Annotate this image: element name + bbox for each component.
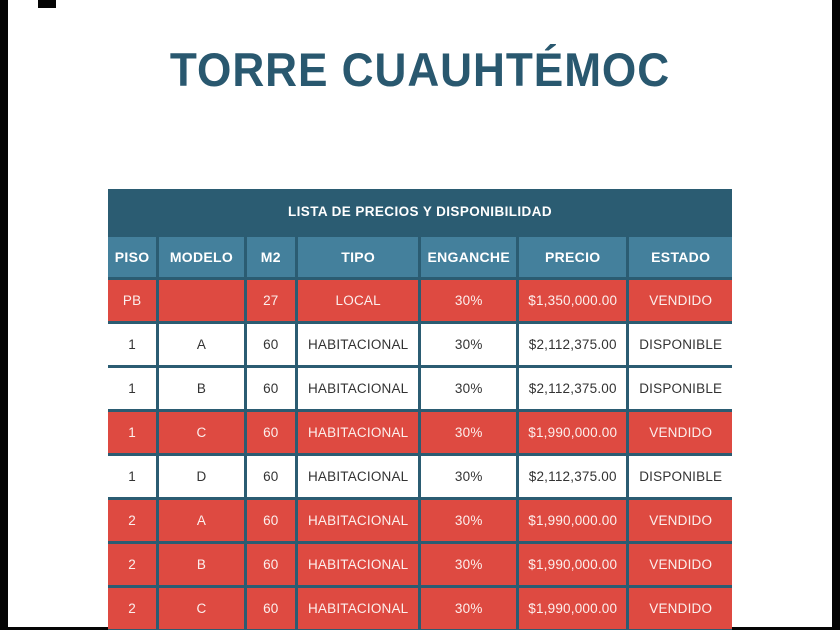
table-cell: HABITACIONAL: [298, 500, 419, 541]
table-cell: C: [159, 412, 243, 453]
table-cell: $1,990,000.00: [519, 412, 627, 453]
table-cell: HABITACIONAL: [298, 456, 419, 497]
table-grid: [108, 234, 732, 630]
table-cell: C: [159, 588, 243, 629]
table-cell: 1: [108, 368, 156, 409]
table-cell: 60: [247, 412, 295, 453]
table-cell: VENDIDO: [629, 588, 732, 629]
table-cell: DISPONIBLE: [629, 324, 732, 365]
table-cell: HABITACIONAL: [298, 368, 419, 409]
table-cell: 30%: [421, 280, 515, 321]
column-header-tipo: TIPO: [298, 237, 419, 277]
table-cell: D: [159, 456, 243, 497]
table-cell: 1: [108, 412, 156, 453]
table-cell: $2,112,375.00: [519, 368, 627, 409]
letterbox-bar-right: [832, 0, 840, 630]
table-cell: $1,990,000.00: [519, 588, 627, 629]
letterbox-bar-left: [0, 0, 8, 630]
table-cell: $1,350,000.00: [519, 280, 627, 321]
table-cell: HABITACIONAL: [298, 588, 419, 629]
table-cell: 30%: [421, 324, 515, 365]
table-cell: LOCAL: [298, 280, 419, 321]
table-cell: 30%: [421, 500, 515, 541]
table-cell: 30%: [421, 412, 515, 453]
page-title: TORRE CUAUHTÉMOC: [169, 43, 671, 96]
table-cell: 2: [108, 544, 156, 585]
table-cell: 1: [108, 324, 156, 365]
table-cell: B: [159, 544, 243, 585]
column-header-estado: ESTADO: [629, 237, 732, 277]
table-cell: 60: [247, 324, 295, 365]
table-cell: VENDIDO: [629, 280, 732, 321]
column-header-enganche: ENGANCHE: [421, 237, 515, 277]
table-cell: $1,990,000.00: [519, 544, 627, 585]
table-cell: B: [159, 368, 243, 409]
table-cell: VENDIDO: [629, 412, 732, 453]
table-cell: 2: [108, 588, 156, 629]
table-cell: VENDIDO: [629, 500, 732, 541]
table-cell: DISPONIBLE: [629, 456, 732, 497]
table-cell: A: [159, 324, 243, 365]
table-title: LISTA DE PRECIOS Y DISPONIBILIDAD: [108, 189, 732, 234]
table-cell: 60: [247, 588, 295, 629]
price-table: [108, 189, 732, 630]
table-cell: 60: [247, 456, 295, 497]
table-cell: 30%: [421, 368, 515, 409]
table-cell: 60: [247, 500, 295, 541]
column-header-piso: PISO: [108, 237, 156, 277]
table-cell: PB: [108, 280, 156, 321]
column-header-m2: M2: [247, 237, 295, 277]
table-cell: $1,990,000.00: [519, 500, 627, 541]
table-cell: [159, 280, 243, 321]
table-cell: HABITACIONAL: [298, 324, 419, 365]
column-header-precio: PRECIO: [519, 237, 627, 277]
table-cell: 60: [247, 544, 295, 585]
table-cell: DISPONIBLE: [629, 368, 732, 409]
table-cell: 2: [108, 500, 156, 541]
column-header-modelo: MODELO: [159, 237, 243, 277]
table-cell: 60: [247, 368, 295, 409]
table-cell: 30%: [421, 588, 515, 629]
table-cell: VENDIDO: [629, 544, 732, 585]
table-cell: 30%: [421, 456, 515, 497]
table-cell: HABITACIONAL: [298, 412, 419, 453]
table-cell: A: [159, 500, 243, 541]
table-cell: 1: [108, 456, 156, 497]
table-cell: 27: [247, 280, 295, 321]
table-cell: $2,112,375.00: [519, 324, 627, 365]
letterbox-tick-top: [38, 0, 56, 8]
table-cell: HABITACIONAL: [298, 544, 419, 585]
table-cell: $2,112,375.00: [519, 456, 627, 497]
table-cell: 30%: [421, 544, 515, 585]
